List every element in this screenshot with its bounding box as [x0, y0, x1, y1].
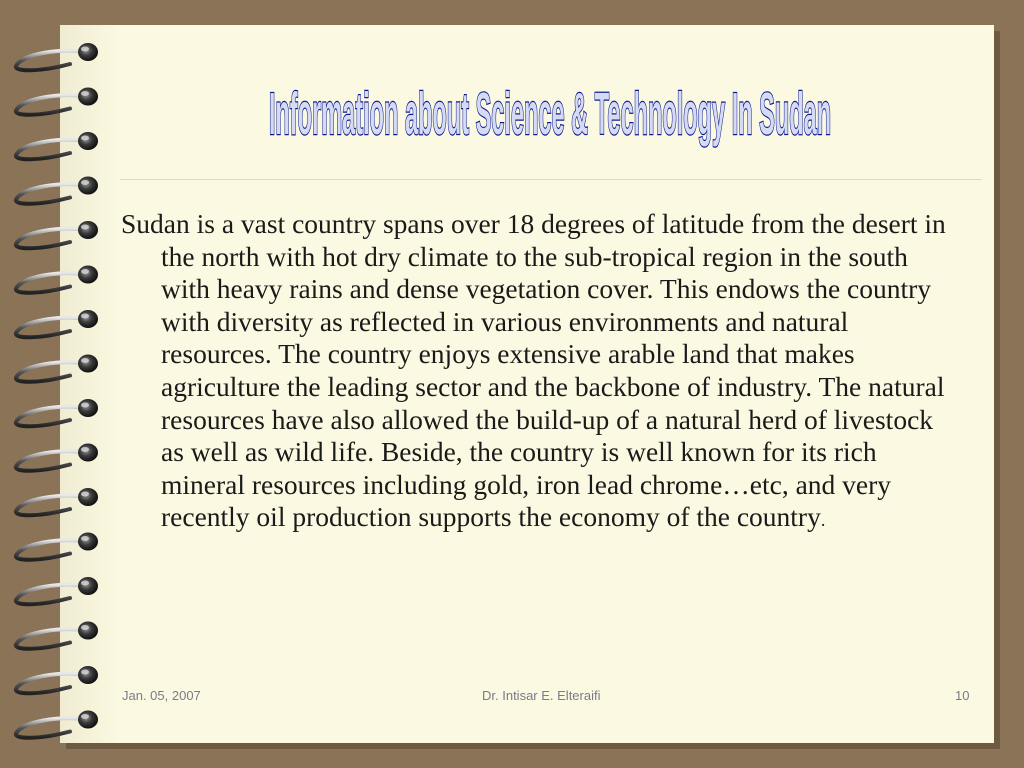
- spiral-ring-icon: [16, 221, 98, 248]
- spiral-binding: [0, 0, 110, 768]
- spiral-ring-icon: [16, 399, 98, 426]
- footer-page-number: 10: [955, 688, 970, 703]
- slide-title: [120, 62, 980, 162]
- spiral-ring-icon: [16, 622, 98, 649]
- spiral-ring-icon: [16, 488, 98, 515]
- footer-date: Jan. 05, 2007: [122, 688, 201, 703]
- spiral-ring-icon: [16, 43, 98, 70]
- spiral-ring-icon: [16, 132, 98, 159]
- spiral-ring-icon: [16, 666, 98, 693]
- spiral-ring-icon: [16, 88, 98, 115]
- body-text: Sudan is a vast country spans over 18 degrees of latitude from the desert in the north with hot dry climate to the sub-tropical region in the south with heavy rains and dense vegetation cover. This endows the country with diversity as reflected in various environments and natural resources. The country enjoys extensive arable land that makes agriculture the leading sector and the backbone of industry. The natural resources have also allowed the build-up of a natural herd of livestock as well as wild life. Beside, the country is well known for its rich mineral resources including gold, iron lead chrome…etc, and very recently oil production supports the economy of the country: [121, 208, 946, 533]
- footer-author: Dr. Intisar E. Elteraifi: [482, 688, 601, 703]
- spiral-ring-icon: [16, 711, 98, 738]
- title-divider: [120, 179, 982, 180]
- spiral-ring-icon: [16, 533, 98, 560]
- body-period: .: [820, 510, 826, 531]
- spiral-ring-icon: [16, 310, 98, 337]
- spiral-ring-icon: [16, 266, 98, 293]
- spiral-ring-icon: [16, 577, 98, 604]
- spiral-ring-icon: [16, 444, 98, 471]
- spiral-ring-icon: [16, 355, 98, 382]
- body-paragraph: [121, 208, 951, 537]
- slide-title-text: Information about Science & Technology In Sudan: [268, 80, 832, 148]
- spiral-ring-icon: [16, 177, 98, 204]
